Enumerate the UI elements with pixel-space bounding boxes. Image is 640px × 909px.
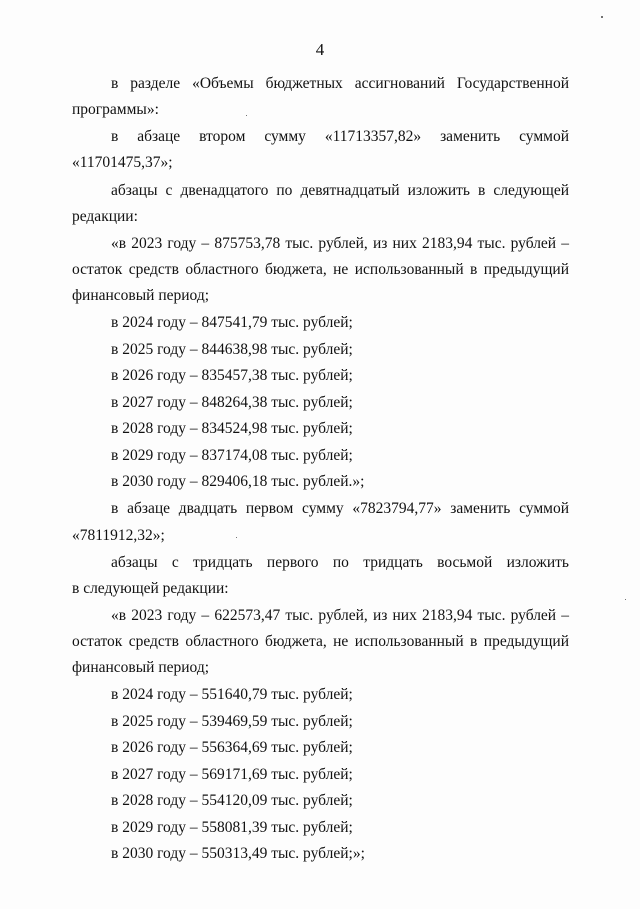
text-line: «11701475,37»; [72, 154, 173, 171]
text-line: в следующей редакции: [72, 580, 229, 597]
text-line: в абзаце втором сумму «11713357,82» заменить суммой [111, 128, 569, 145]
scan-speck [601, 16, 603, 18]
scan-speck [246, 115, 247, 116]
text-line: в абзаце двадцать первом сумму «7823794,77» заменить суммой [111, 500, 569, 517]
scan-speck [625, 599, 626, 600]
text-line: в 2024 году – 847541,79 тыс. рублей; [111, 314, 353, 331]
text-line: программы»: [72, 101, 159, 118]
text-line: в 2028 году – 834524,98 тыс. рублей; [111, 420, 353, 437]
text-line: в 2027 году – 848264,38 тыс. рублей; [111, 394, 353, 411]
text-line: «в 2023 году – 875753,78 тыс. рублей, из них 2183,94 тыс. рублей – [111, 235, 569, 252]
text-line: финансовый период; [72, 287, 210, 304]
text-line: в 2024 году – 551640,79 тыс. рублей; [111, 686, 353, 703]
text-line: в 2025 году – 844638,98 тыс. рублей; [111, 341, 353, 358]
text-line: абзацы с тридцать первого по тридцать восьмой изложить [111, 554, 569, 571]
text-line: в 2028 году – 554120,09 тыс. рублей; [111, 792, 353, 809]
page-number: 4 [315, 40, 325, 59]
text-line: в 2026 году – 556364,69 тыс. рублей; [111, 739, 353, 756]
text-line: в 2025 году – 539469,59 тыс. рублей; [111, 713, 353, 730]
text-line: абзацы с двенадцатого по девятнадцатый изложить в следующей [111, 182, 569, 199]
text-line: в 2029 году – 558081,39 тыс. рублей; [111, 819, 353, 836]
text-line: финансовый период; [72, 659, 210, 676]
scan-speck [236, 537, 237, 538]
text-line: в 2029 году – 837174,08 тыс. рублей; [111, 447, 353, 464]
text-line: в разделе «Объемы бюджетных ассигнований Государственной [111, 75, 569, 92]
text-line: редакции: [72, 208, 138, 225]
text-line: в 2027 году – 569171,69 тыс. рублей; [111, 766, 353, 783]
text-line: в 2030 году – 550313,49 тыс. рублей;»; [111, 845, 365, 862]
text-line: остаток средств областного бюджета, не использованный в предыдущий [72, 633, 569, 650]
text-line: «7811912,32»; [72, 527, 165, 544]
text-line: «в 2023 году – 622573,47 тыс. рублей, из них 2183,94 тыс. рублей – [111, 607, 569, 624]
text-line: в 2030 году – 829406,18 тыс. рублей.»; [111, 473, 365, 490]
text-line: остаток средств областного бюджета, не использованный в предыдущий [72, 261, 569, 278]
text-line: в 2026 году – 835457,38 тыс. рублей; [111, 367, 353, 384]
